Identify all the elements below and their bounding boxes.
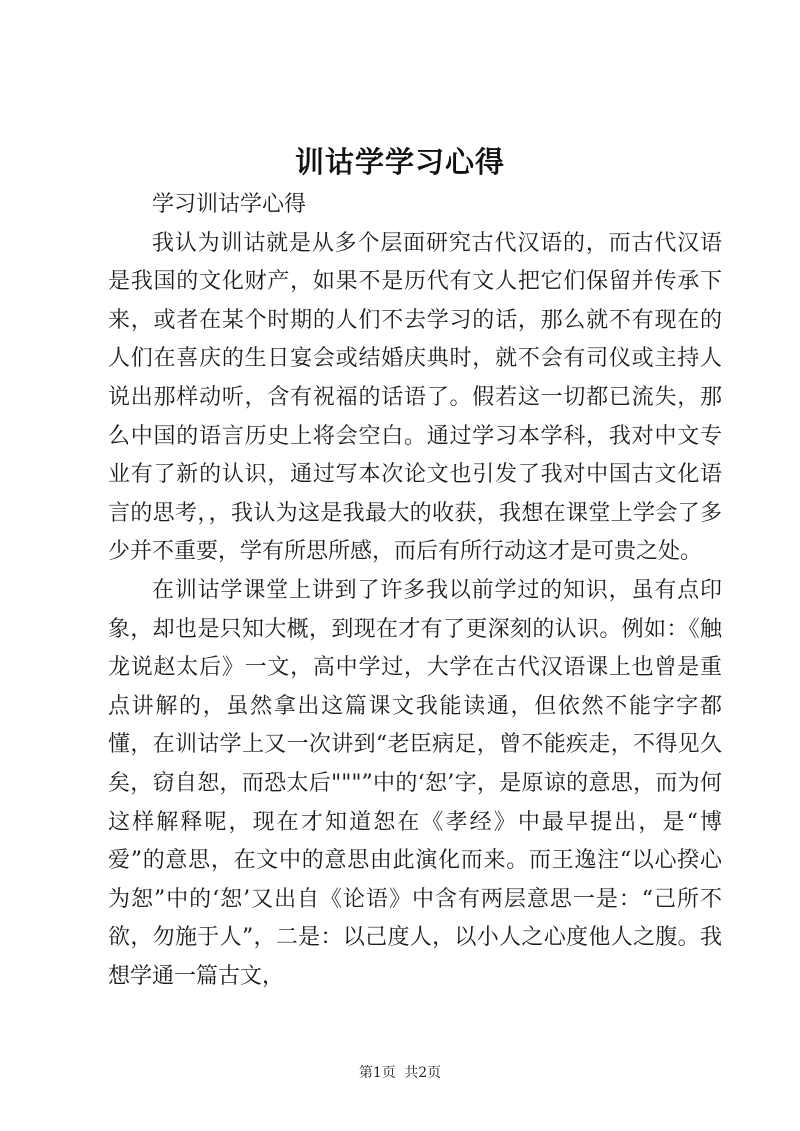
page-title: 训诂学学习心得 [294,145,505,179]
document-body [108,186,722,996]
paragraph: 在训诂学课堂上讲到了许多我以前学过的知识，虽有点印象，却也是只知大概，到现在才有了更深刻的认识。例如：《触龙说赵太后》一文，高中学过，大学在古代汉语课上也曾是重点讲解的，虽然拿出这篇课文我能读通，但依然不能字字都懂，在训诂学上又一次讲到“老臣病足，曾不能疾走，不得见久矣，窃自恕，而恐太后"""”中的‘恕’字，是原谅的意思，而为何这样解释呢，现在才知道恕在《孝经》中最早提出，是“博爱”的意思，在文中的意思由此演化而来。而王逸注“以心揆心为恕”中的‘恕’又出自《论语》中含有两层意思一是：“己所不欲，勿施于人”，二是：以己度人，以小人之心度他人之腹。我想学通一篇古文， [108,577,722,989]
paragraph: 我认为训诂就是从多个层面研究古代汉语的，而古代汉语是我国的文化财产，如果不是历代有文人把它们保留并传承下来，或者在某个时期的人们不去学习的话，那么就不有现在的人们在喜庆的生日宴会或结婚庆典时，就不会有司仪或主持人说出那样动听，含有祝福的话语了。假若这一切都已流失，那么中国的语言历史上将会空白。通过学习本学科，我对中文专业有了新的认识，通过写本次论文也引发了我对中国古文化语言的思考，，我认为这是我最大的收获，我想在课堂上学会了多少并不重要，学有所思所感，而后有所行动这才是可贵之处。 [108,230,722,565]
paragraph-subtitle: 学习训诂学心得 [152,192,307,217]
page-footer: 第1页 共2页 [358,1065,442,1081]
